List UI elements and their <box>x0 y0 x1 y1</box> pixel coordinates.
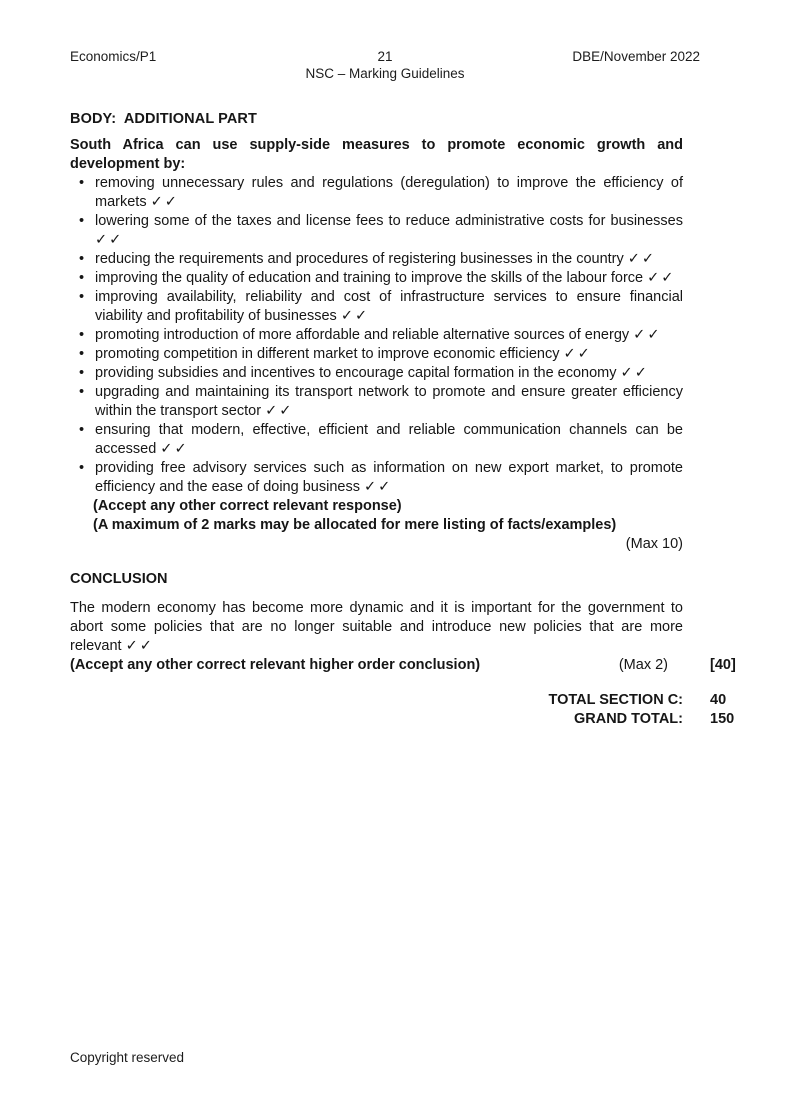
list-item-text: promoting competition in different market to improve economic efficiency <box>95 346 560 362</box>
bullet-icon: • <box>79 422 85 438</box>
list-item-text: ensuring that modern, effective, efficient and reliable communication channels can be accessed <box>95 422 683 457</box>
list-item <box>70 383 683 421</box>
conclusion-accept-row <box>70 656 736 675</box>
conclusion-paragraph <box>70 599 683 656</box>
conclusion-accept-note: (Accept any other correct relevant higher order conclusion) <box>70 657 481 673</box>
list-item-text: promoting introduction of more affordable and reliable alternative sources of energy <box>95 327 630 343</box>
copyright-text: Copyright reserved <box>70 1050 185 1065</box>
intro-statement: South Africa can use supply-side measures to promote economic growth and development by: <box>70 137 683 172</box>
bullet-icon: • <box>79 270 85 286</box>
header-page-number: 21 <box>377 49 393 64</box>
body-section-heading: BODY: ADDITIONAL PART <box>70 111 257 127</box>
header-exam-session: DBE/November 2022 <box>572 49 700 64</box>
bullet-icon: • <box>79 289 85 305</box>
total-row <box>70 691 727 710</box>
bullet-icon: • <box>79 384 85 400</box>
tick-marks: ✓✓ <box>620 365 649 381</box>
total-value: 150 <box>710 711 735 727</box>
tick-marks: ✓✓ <box>150 194 179 210</box>
totals-block <box>70 691 735 729</box>
conclusion-text: The modern economy has become more dynamic and it is important for the government to abort some policies that are no longer suitable and introduce new policies that are more relevant <box>70 600 683 654</box>
list-item <box>70 459 683 497</box>
page-footer <box>70 1050 184 1065</box>
tick-marks: ✓✓ <box>563 346 592 362</box>
list-item <box>70 288 683 326</box>
list-item-text: improving the quality of education and training to improve the skills of the labour force <box>95 270 644 286</box>
max-marks-body: (Max 10) <box>625 536 683 552</box>
list-item <box>70 269 683 288</box>
question-total-marks: [40] <box>710 657 736 673</box>
list-item <box>70 250 683 269</box>
list-item <box>70 326 683 345</box>
list-item-text: removing unnecessary rules and regulations (deregulation) to improve the efficiency of markets <box>95 175 683 210</box>
header-row <box>70 48 700 65</box>
list-item <box>70 364 683 383</box>
list-item-text: upgrading and maintaining its transport network to promote and ensure greater efficiency within the transport sector <box>95 384 683 419</box>
page-header <box>70 48 700 82</box>
list-item-text: providing free advisory services such as information on new export market, to promote efficiency and the ease of doing business <box>95 460 683 495</box>
tick-marks: ✓✓ <box>633 327 662 343</box>
header-subtitle: NSC – Marking Guidelines <box>305 66 465 81</box>
header-subject: Economics/P1 <box>70 49 157 64</box>
total-row <box>70 710 735 729</box>
total-label: TOTAL SECTION C: <box>548 692 683 708</box>
tick-marks: ✓✓ <box>627 251 657 267</box>
list-item-text: providing subsidies and incentives to encourage capital formation in the economy <box>95 365 617 381</box>
bullet-icon: • <box>79 346 85 362</box>
main-content <box>70 110 736 729</box>
max-marks-conclusion: (Max 2) <box>618 657 668 673</box>
max-listing-note: (A maximum of 2 marks may be allocated for mere listing of facts/examples) <box>93 517 617 533</box>
bullet-icon: • <box>79 251 85 267</box>
bullet-icon: • <box>79 460 85 476</box>
bullet-icon: • <box>79 175 85 191</box>
tick-marks: ✓✓ <box>340 308 370 324</box>
list-item <box>70 212 683 250</box>
tick-marks: ✓✓ <box>95 232 124 248</box>
list-item-text: reducing the requirements and procedures of registering businesses in the country <box>95 251 624 267</box>
tick-marks: ✓✓ <box>363 479 393 495</box>
total-value: 40 <box>710 692 727 708</box>
tick-marks: ✓✓ <box>647 270 676 286</box>
accept-note: (Accept any other correct relevant response) <box>93 498 402 514</box>
tick-marks: ✓✓ <box>160 441 189 457</box>
bullet-icon: • <box>79 327 85 343</box>
supply-side-measures-list <box>70 174 683 497</box>
list-item <box>70 174 683 212</box>
tick-marks: ✓✓ <box>265 403 294 419</box>
bullet-icon: • <box>79 213 85 229</box>
tick-marks: ✓✓ <box>125 638 154 654</box>
total-label: GRAND TOTAL: <box>573 711 683 727</box>
list-item-text: lowering some of the taxes and license fees to reduce administrative costs for businesses <box>95 213 683 229</box>
list-item <box>70 421 683 459</box>
list-item <box>70 345 683 364</box>
bullet-icon: • <box>79 365 85 381</box>
list-item-text: improving availability, reliability and cost of infrastructure services to ensure financial viability and profitability of businesses <box>95 289 683 324</box>
conclusion-heading: CONCLUSION <box>70 571 168 587</box>
